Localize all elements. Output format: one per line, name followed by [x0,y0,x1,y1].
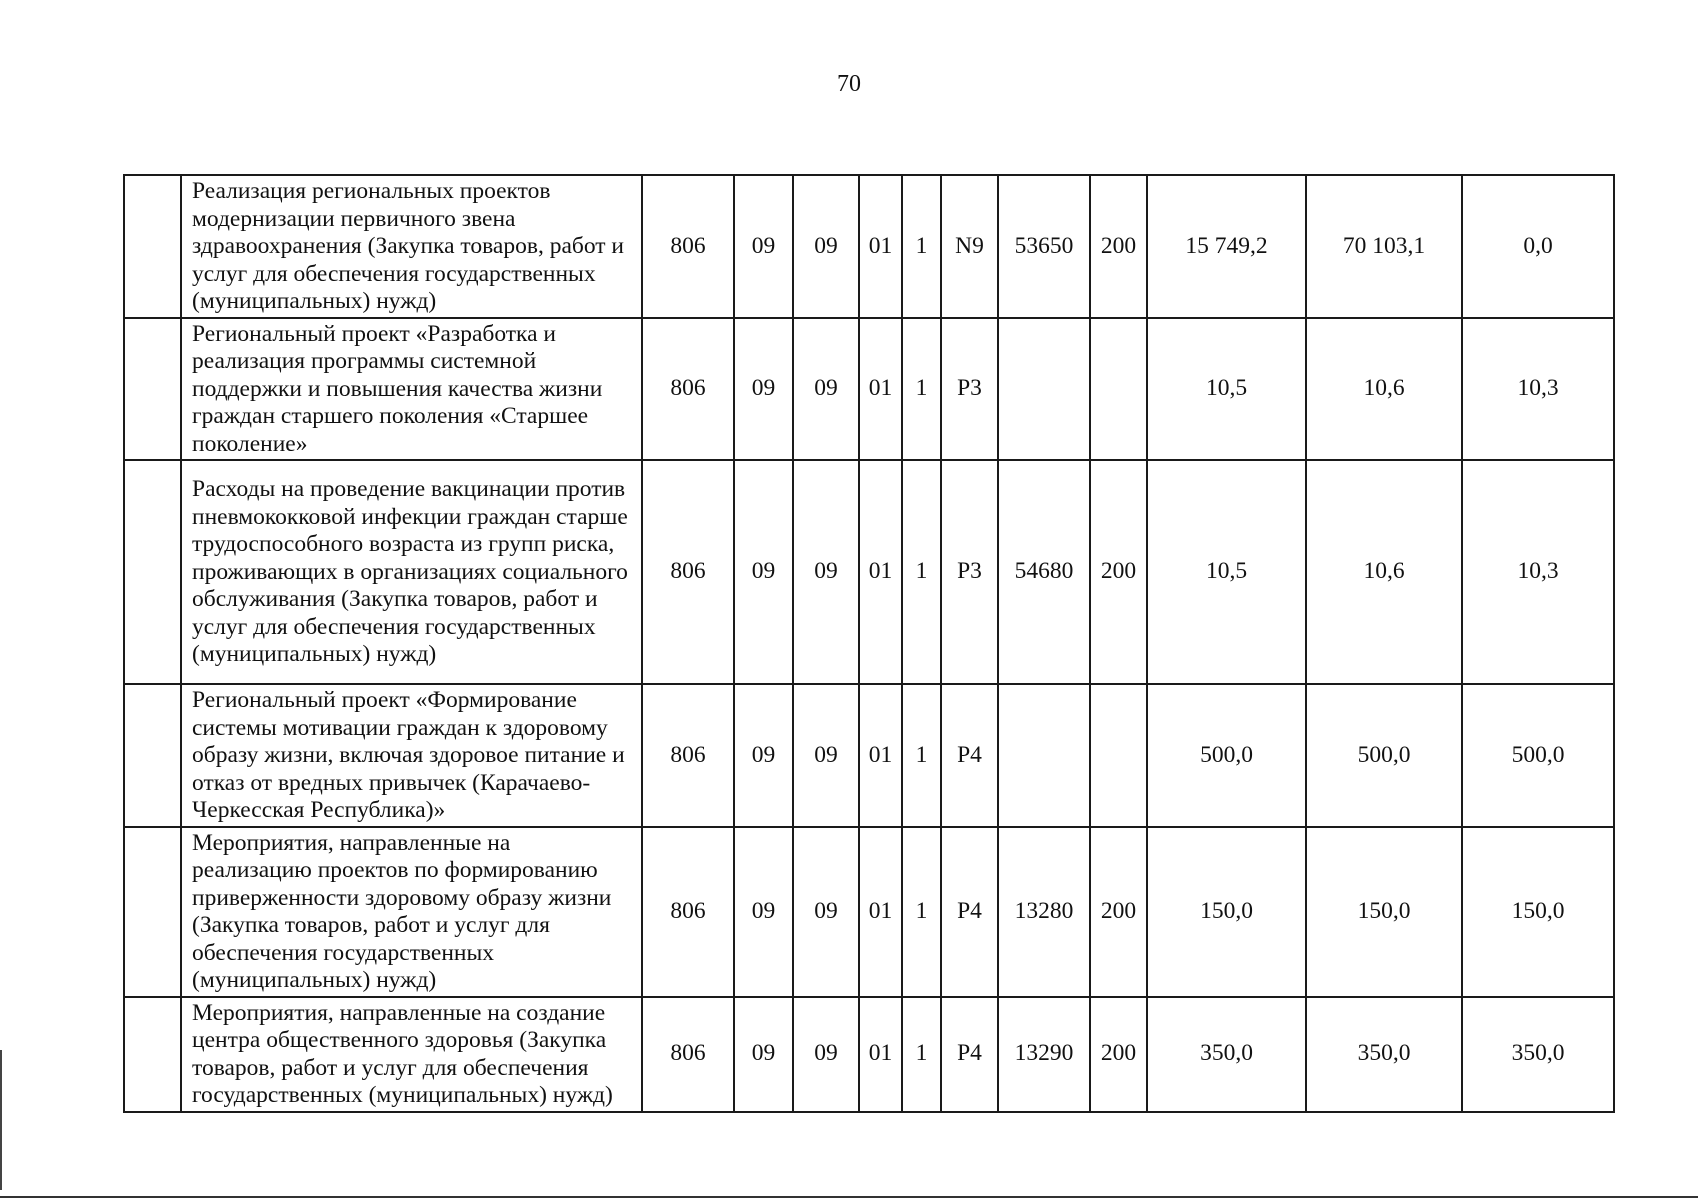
rz-cell: 09 [734,175,793,318]
year1-cell: 150,0 [1147,827,1306,997]
pr-cell: 09 [793,997,859,1112]
year3-cell: 0,0 [1462,175,1614,318]
vr-cell [1090,684,1147,827]
year1-cell: 15 749,2 [1147,175,1306,318]
gr-cell: 806 [642,997,734,1112]
year3-cell: 10,3 [1462,460,1614,684]
cs1-cell: 01 [859,827,902,997]
row-number-cell [124,318,181,461]
cs2-cell: 1 [902,684,941,827]
cs4-cell [998,318,1090,461]
cs3-cell: P3 [941,318,998,461]
year1-cell: 350,0 [1147,997,1306,1112]
cs2-cell: 1 [902,460,941,684]
cs2-cell: 1 [902,318,941,461]
year2-cell: 150,0 [1306,827,1462,997]
year1-cell: 10,5 [1147,460,1306,684]
vr-cell [1090,318,1147,461]
cs3-cell: P3 [941,460,998,684]
row-number-cell [124,684,181,827]
row-number-cell [124,997,181,1112]
pr-cell: 09 [793,318,859,461]
pr-cell: 09 [793,684,859,827]
cs3-cell: N9 [941,175,998,318]
rz-cell: 09 [734,827,793,997]
description-cell: Реализация региональных проектов модернизации первичного звена здравоохранения (Закупка товаров, работ и услуг для обеспечения государственных (муниципальных) нужд) [181,175,642,318]
row-number-cell [124,175,181,318]
row-number-cell [124,460,181,684]
budget-table [123,174,1615,1113]
gr-cell: 806 [642,827,734,997]
page-number: 70 [837,71,861,97]
rz-cell: 09 [734,318,793,461]
cs4-cell: 54680 [998,460,1090,684]
cs3-cell: P4 [941,827,998,997]
year2-cell: 10,6 [1306,460,1462,684]
table-row [124,175,1614,318]
cs4-cell: 13280 [998,827,1090,997]
rz-cell: 09 [734,684,793,827]
cs4-cell: 13290 [998,997,1090,1112]
gr-cell: 806 [642,684,734,827]
description-cell: Расходы на проведение вакцинации против пневмококковой инфекции граждан старше трудоспособного возраста из групп риска, проживающих в организациях социального обслуживания (Закупка товаров, работ и услуг для обеспечения государственных (муниципальных) нужд) [181,460,642,684]
year1-cell: 10,5 [1147,318,1306,461]
vr-cell: 200 [1090,827,1147,997]
year2-cell: 10,6 [1306,318,1462,461]
cs2-cell: 1 [902,827,941,997]
year1-cell: 500,0 [1147,684,1306,827]
vr-cell: 200 [1090,460,1147,684]
description-cell: Мероприятия, направленные на реализацию проектов по формированию приверженности здоровому образу жизни (Закупка товаров, работ и услуг для обеспечения государственных (муниципальных) нужд) [181,827,642,997]
cs3-cell: P4 [941,684,998,827]
year3-cell: 500,0 [1462,684,1614,827]
year2-cell: 500,0 [1306,684,1462,827]
table-row [124,827,1614,997]
gr-cell: 806 [642,175,734,318]
cs4-cell [998,684,1090,827]
scan-bottom-line [0,1196,1698,1198]
gr-cell: 806 [642,460,734,684]
cs3-cell: P4 [941,997,998,1112]
year2-cell: 350,0 [1306,997,1462,1112]
table-row [124,997,1614,1112]
cs1-cell: 01 [859,318,902,461]
rz-cell: 09 [734,997,793,1112]
cs1-cell: 01 [859,175,902,318]
row-number-cell [124,827,181,997]
vr-cell: 200 [1090,997,1147,1112]
cs1-cell: 01 [859,997,902,1112]
table-row [124,318,1614,461]
year3-cell: 150,0 [1462,827,1614,997]
scan-edge-line [0,1050,2,1190]
description-cell: Региональный проект «Разработка и реализация программы системной поддержки и повышения качества жизни граждан старшего поколения «Старшее поколение» [181,318,642,461]
gr-cell: 806 [642,318,734,461]
cs1-cell: 01 [859,460,902,684]
cs2-cell: 1 [902,175,941,318]
year3-cell: 350,0 [1462,997,1614,1112]
vr-cell: 200 [1090,175,1147,318]
description-cell: Мероприятия, направленные на создание центра общественного здоровья (Закупка товаров, работ и услуг для обеспечения государственных (муниципальных) нужд) [181,997,642,1112]
description-cell: Региональный проект «Формирование системы мотивации граждан к здоровому образу жизни, включая здоровое питание и отказ от вредных привычек (Карачаево-Черкесская Республика)» [181,684,642,827]
table-row [124,684,1614,827]
year2-cell: 70 103,1 [1306,175,1462,318]
pr-cell: 09 [793,460,859,684]
cs4-cell: 53650 [998,175,1090,318]
table-row [124,460,1614,684]
rz-cell: 09 [734,460,793,684]
pr-cell: 09 [793,175,859,318]
year3-cell: 10,3 [1462,318,1614,461]
cs1-cell: 01 [859,684,902,827]
pr-cell: 09 [793,827,859,997]
cs2-cell: 1 [902,997,941,1112]
